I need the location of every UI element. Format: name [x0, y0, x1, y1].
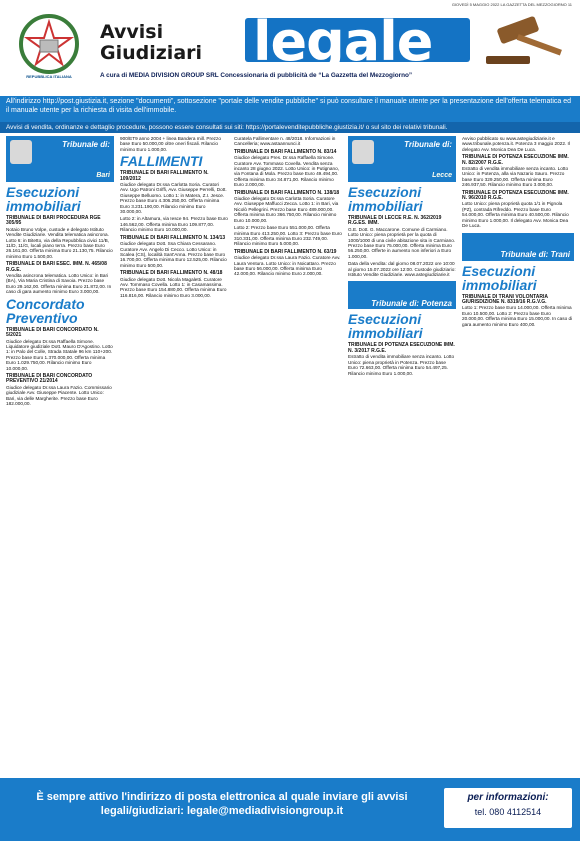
section-title: Esecuzioni immobiliari: [348, 311, 423, 342]
notice-body: Giudice delegato Pres. Dr.ssa Raffaella Simone. Curatore Avv. Tommaso Covella. Vendita senza incanto 28 giugno 2022. Lotto Unico: in Putignano, via Fontana di Mola. Prezzo base Euro 49.494,00. Offerta minima Euro 34.871,00. Rilancio minimo Euro 2.000,00.: [234, 155, 340, 188]
notice-heading: TRIBUNALE DI BARI FALLIMENTO N. 134/13: [120, 234, 226, 241]
notice-heading: TRIBUNALE DI POTENZA ESECUZIONE IMM. N. 82/2007 R.G.E.: [462, 154, 569, 166]
column-bari-right: [234, 136, 342, 776]
portal-notice: All'indirizzo http://post.giustizia.it, sezione "documenti", sottosezione "portale delle vendite pubbliche" si può consultare il manuale utente per la presentazione dell'offerta telematica ed il manuale utente per la richiesta di visita dell'immobile.: [0, 96, 580, 122]
notice-body: Giudice delegato Dott. Nicola Magaletti. Curatore Avv. Tommaso Covella. Lotto 1: in Casamassima. Prezzo base Euro 154.880,00. Offerta minima Euro 116.816,00. Rilancio minimo Euro 3.000,00.: [120, 276, 227, 298]
notice-heading: TRIBUNALE DI POTENZA ESECUZIONE IMM. N. 3/2017 R.G.E.: [348, 342, 455, 354]
notice-body: G.E. Dott. G. Maccarone. Comune di Carmiano. Lotto Unico: piena proprietà per la quota di 1000/1000 di una civile abitazione sita in Carmiano. Prezzo base Euro 75.000,00. Offerta minima Euro 56.250,00. Offerte in aumento non inferiori a Euro 1.000,00.: [348, 226, 456, 259]
tribunal-label-text: Tribunale di:: [500, 250, 549, 260]
italian-republic-emblem-icon: [16, 12, 82, 82]
notice-body: Lotto Unico: piena proprietà quota 1/1 in Pignola (PZ), contrada Rifreddo. Prezzo base Euro 54.000,00. Offerta minima Euro 40.500,00. Rilancio minimo Euro 1.000,00. Il delegato Avv. Monica Dea De Luca.: [462, 201, 569, 229]
masthead-word-giudiziari: Giudiziari: [100, 42, 203, 64]
tribunal-label: Tribunale di:: [404, 140, 452, 149]
masthead: [0, 8, 580, 94]
column-potenza-trani: [462, 136, 574, 776]
footer-email-message: È sempre attivo l'indirizzo di posta elettronica al quale inviare gli avvisi legali/giudiziari: legale@mediadivisiongroup.it: [36, 791, 408, 817]
columns: [6, 136, 574, 776]
section-title: FALLIMENTI: [120, 153, 203, 170]
notice-body: Giudice delegato Dr.ssa Laura Fazio. Curatore Avv. Laura Ventura. Lotto Unico: in Noicattaro. Prezzo base Euro 56.000,00. Offerta minima Euro 42.000,00. Rilancio minimo Euro 2.000,00.: [234, 255, 341, 277]
notice-body: 900/ET9 anno 2004 + linea Bandera mill. Prezzo base Euro 50.000,00 oltre oneri fiscali. Rilancio minimo Euro 1.000,00.: [120, 136, 221, 152]
notice-body: Estratto di vendita immobiliare senza incanto. Lotto Unico: in Potenza, alla via Nazario Sauro. Prezzo base Euro 329.250,00. Offerta minima Euro 246.937,50. Rilancio minimo Euro 3.000,00.: [462, 166, 569, 188]
notice-body: Giudice delegato Dr.ssa Raffaella Simone. Liquidatore giudiziale Dott. Mauro D'Agostino. Lotto 1: in Palo del Colle, Strada Statale 96 km 110+200. Prezzo base Euro 1.370.000,00. Offerta minima Euro 1.029.750,00. Rilancio minimo Euro 10.000,00.: [6, 338, 113, 371]
section-title: Esecuzioni immobiliari: [6, 184, 81, 214]
notice-body: Avviso pubblicato su www.astegiudiziarie.it e www.tribunale.potenza.it. Potenza 3 maggio 2022. Il delegato Avv. Monica Dea De Luca.: [462, 136, 570, 152]
notice-heading: TRIBUNALE DI BARI PROCEDURA RGE 305/95: [6, 215, 101, 227]
notice-heading: TRIBUNALE DI BARI FALLIMENTO N. 48/18: [120, 270, 223, 277]
notice-body: Giudice delegato Dr.ssa Carlotta Soria. Curatori Avv. Ugo Patroni Griffi, Avv. Giuseppe Perrelli, Dott. Giuseppe Belluomo. Lotto 1: in Matera, Z.I. Jesce. Prezzo base Euro 4.306.250,00. Offerta minima Euro 3.231.190,00. Rilancio minimo Euro 30.000,00.: [120, 182, 227, 215]
section-title: Esecuzioni immobiliari: [348, 184, 423, 214]
tribunal-label: [371, 299, 452, 309]
notice-body: Lotto 1: Prezzo base Euro 14.000,00. Offerta minima Euro 10.500,00. Lotto 2: Prezzo base Euro 20.000,00. Offerta minima Euro 15.000,00. In caso di gara aumento minimo Euro 400,00.: [462, 305, 573, 327]
column-lecce-potenza: [348, 136, 456, 776]
footer-banner: [0, 778, 580, 841]
notice-heading: TRIBUNALE DI BARI CONCORDATO PREVENTIVO 21/2014: [6, 372, 93, 385]
column-bari-fallimenti: [120, 136, 228, 776]
section-header-trani: [462, 233, 574, 261]
notice-heading: TRIBUNALE DI TRANI VOLONTARIA GIURISDIZIONE N. 8319/16 R.G.V.G.: [462, 293, 548, 305]
notice-body: Giudice delegato Dott. Ssa Chiara Cessarano. Curatore Avv. Angelo Di Cecco. Lotto Unico: in Scalea (CS), località Sant'Anna. Prezzo base Euro 16.700,00. Offerta minima Euro 12.525,00. Rilancio minimo Euro 500,00.: [120, 241, 227, 268]
info-title: per informazioni:: [467, 792, 549, 803]
notice-body: Data della vendita: dal giorno 08.07.2022 ore 10:00 al giorno 15.07.2022 ore 12:00. Custode giudiziario: Istituto Vendite Giudiziarie. www.astegiudiziarie.it: [348, 261, 456, 278]
section-header-lecce: [348, 136, 456, 182]
notice-body: Estratto di vendita immobiliare senza incanto. Lotto Unico: piena proprietà in Potenza. Prezzo base Euro 72.663,00. Offerta minima Euro 54.497,25. Rilancio minimo Euro 1.000,00.: [348, 354, 455, 376]
notice-body: Lotto 2: Prezzo base Euro 551.000,00. Offerta minima Euro 413.250,00. Lotto 3: Prezzo base Euro 310.331,00. Offerta minima Euro 232.749,00. Rilancio minimo Euro 5.000,00.: [234, 225, 342, 247]
column-bari-left: [6, 136, 114, 776]
masthead-title: [100, 22, 202, 64]
notice-heading: TRIBUNALE DI BARI FALLIMENTO N. 83/14: [234, 148, 337, 155]
byline: A cura di MEDIA DIVISION GROUP SRL Concessionaria di pubblicità de “La Gazzetta del Mezzogiorno”: [100, 72, 413, 79]
tribunal-label-text: Tribunale di:: [371, 299, 420, 309]
notice-body: Lotto 2: in Altamura, via Iesce 94. Prezzo base Euro 146.562,00. Offerta minima Euro 109.877,00. Rilancio minimo Euro 10.000,00.: [120, 216, 228, 233]
notice-heading: TRIBUNALE DI LECCE R.E. N. 362/2019 R.G.ES. IMM.: [348, 215, 442, 227]
notice-heading: TRIBUNALE DI BARI CONCORDATO N. 5/2021: [6, 326, 99, 339]
tribunal-crest-icon: [10, 140, 32, 164]
section-header-bari: [6, 136, 114, 182]
tribunal-city: Bari: [96, 171, 110, 179]
notice-heading: TRIBUNALE DI BARI ESEC. IMM. N. 465/08 R.G.E.: [6, 261, 107, 273]
notice-body: Giudice delegato Dr.ssa Laura Fazio. Commissario giudiziale Avv. Giuseppe Piacente. Lotto Unico: Bari, via delle Margherite. Prezzo base Euro 182.000,00.: [6, 384, 112, 406]
section-header-potenza: [348, 281, 456, 309]
sites-notice: Avvisi di vendita, ordinanze e dettaglio procedure, possono essere consultati sui siti: https://portalevenditepubbliche.giustizia.it/ o sul sito dei relativi tribunali.: [0, 122, 580, 133]
tribunal-crest-icon: [352, 140, 374, 164]
tribunal-label: Tribunale di:: [62, 140, 110, 149]
date-line: GIOVEDÌ 5 MAGGIO 2022 LA GAZZETTA DEL MEZZOGIORNO 11: [451, 2, 572, 7]
notice-heading: TRIBUNALE DI BARI FALLIMENTO N. 138/18: [234, 189, 340, 196]
section-title: Concordato Preventivo: [6, 295, 85, 326]
info-box: [444, 788, 572, 828]
notice-body: Giudice delegato Dr.ssa Carlotta Soria. Curatore Avv. Giuseppe Maffucci Zecca. Lotto 1: in Bari, via Nicolò Pellegrini. Prezzo base Euro 489.000,00. Offerta minima Euro 366.750,00. Rilancio minimo Euro 10.000,00.: [234, 196, 339, 223]
gavel-icon: [478, 16, 568, 68]
section-title: Esecuzioni immobiliari: [462, 262, 537, 293]
notice-body: Notaio Bruno Volpe, custode e delegato Istituto Vendite Giudiziarie. Vendita telematica asincrona. Lotto 6: in Bitetto, via della Repubblica civici 11/B, 11/D, 11/G, locali piano terra. Prezzo base Euro 26.161,00. Offerta minima Euro 21.130,75. Rilancio minimo Euro 1.500,00.: [6, 226, 113, 259]
notice-heading: TRIBUNALE DI BARI FALLIMENTO N. 63/19: [234, 248, 337, 255]
tribunal-label: [500, 250, 570, 260]
legale-banner: [245, 10, 470, 73]
notice-body: Vendita asincrona telematica. Lotto Unico: in Bari (BA), Via Maria Cristina di Savoia. Prezzo base Euro 29.162,00. Offerta minima Euro 21.872,00. In caso di gara aumento minimo Euro 3.000,00.: [6, 273, 112, 295]
notice-body: Curatela Fallimentare n. 48/2018. Informazioni in Cancelleria; www.astaannunci.it: [234, 136, 336, 147]
notice-heading: TRIBUNALE DI BARI FALLIMENTO N. 109/2012: [120, 170, 209, 182]
notice-heading: TRIBUNALE DI POTENZA ESECUZIONE IMM. N. 96/2010 R.G.E.: [462, 189, 569, 202]
emblem-label: REPUBBLICA ITALIANA: [26, 74, 72, 79]
tribunal-city: Lecce: [432, 171, 452, 179]
info-phone: tel. 080 4112514: [474, 807, 542, 817]
legale-word: legale: [253, 10, 433, 73]
tribunal-city: Trani: [550, 250, 570, 260]
masthead-word-avvisi: Avvisi: [100, 21, 164, 43]
tribunal-city: Potenza: [421, 299, 452, 309]
